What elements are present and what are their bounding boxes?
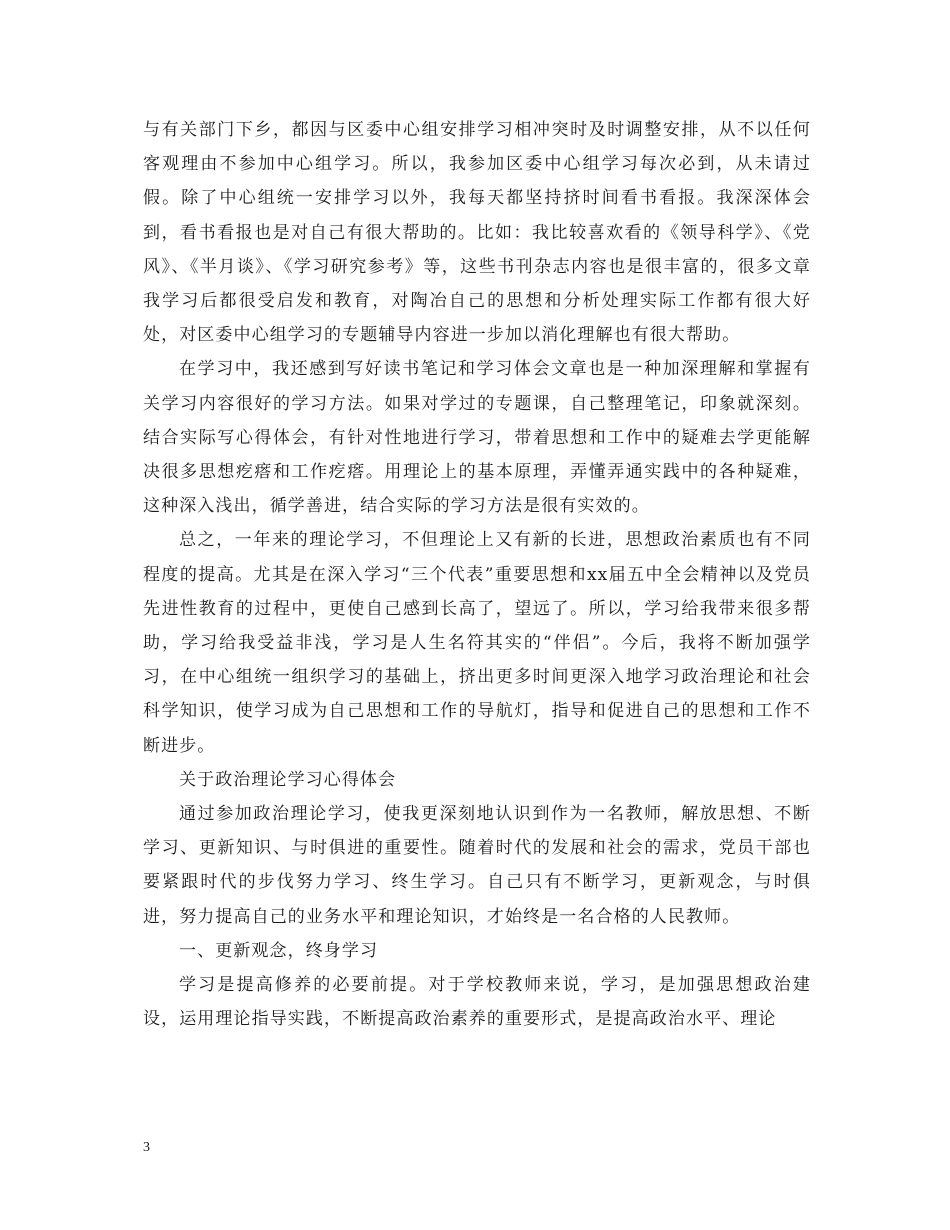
section-heading-1: 一、更新观念，终身学习 <box>179 940 379 961</box>
paragraph-summary: 总之，一年来的理论学习，不但理论上又有新的长进，思想政治素质也有不同程度的提高。尤其是在深入学习“三个代表”重要思想和xx届五中全会精神以及党员先进性教育的过程中，更使自己感到长高了，望远了。所以，学习给我带来很多帮助，学习给我受益非浅，学习是人生名符其实的“伴侣”。今后，我将不断加强学习，在中心组统一组织学习的基础上，挤出更多时间更深入地学习政治理论和社会科学知识，使学习成为自己思想和工作的导航灯，指导和促进自己的思想和工作不断进步。 <box>143 530 811 756</box>
paragraph-continuation: 与有关部门下乡，都因与区委中心组安排学习相冲突时及时调整安排，从不以任何客观理由不参加中心组学习。所以，我参加区委中心组学习每次必到，从未请过假。除了中心组统一安排学习以外，我每天都坚持挤时间看书看报。我深深体会到，看书看报也是对自己有很大帮助的。比如：我比较喜欢看的《领导科学》、《党风》、《半月谈》、《学习研究参考》等，这些书刊杂志内容也是很丰富的，很多文章我学习后都很受启发和教育，对陶冶自己的思想和分析处理实际工作都有很大好处，对区委中心组学习的专题辅导内容进一步加以消化理解也有很大帮助。 <box>143 120 811 346</box>
page-number: 3 <box>143 1140 150 1155</box>
paragraph-learning: 学习是提高修养的必要前提。对于学校教师来说，学习，是加强思想政治建设，运用理论指导实践，不断提高政治素养的重要形式，是提高政治水平、理论 <box>143 975 811 1030</box>
paragraph-intro: 通过参加政治理论学习，使我更深刻地认识到作为一名教师，解放思想、不断学习、更新知识、与时俱进的重要性。随着时代的发展和社会的需求，党员干部也要紧跟时代的步伐努力学习、终生学习。自己只有不断学习，更新观念，与时俱进，努力提高自己的业务水平和理论知识，才始终是一名合格的人民教师。 <box>143 804 811 927</box>
section-title: 关于政治理论学习心得体会 <box>179 769 397 790</box>
document-page <box>143 113 811 1036</box>
paragraph-study-notes: 在学习中，我还感到写好读书笔记和学习体会文章也是一种加深理解和掌握有关学习内容很好的学习方法。如果对学过的专题课，自己整理笔记，印象就深刻。结合实际写心得体会，有针对性地进行学习，带着思想和工作中的疑难去学更能解决很多思想疙瘩和工作疙瘩。用理论上的基本原理，弄懂弄通实践中的各种疑难，这种深入浅出，循学善进，结合实际的学习方法是很有实效的。 <box>143 359 811 517</box>
